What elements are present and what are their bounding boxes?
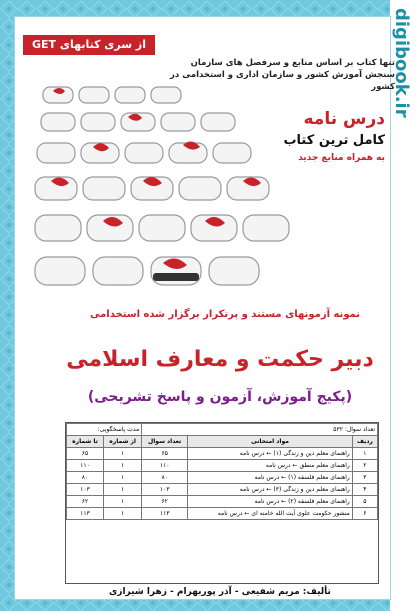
table-row: ۴ راهنمای معلم دین و زندگی (۳) ← درس نامه ۱۰۳ ۱ ۱۰۳ bbox=[67, 484, 378, 496]
total-questions: تعداد سوال: ۵۳۲ bbox=[142, 424, 378, 436]
title-sub: کامل ترین کتاب bbox=[283, 133, 385, 148]
header-subject: مواد امتحانی bbox=[188, 436, 353, 448]
exam-table bbox=[65, 422, 379, 584]
series-badge: از سری کتابهای GET bbox=[23, 35, 155, 55]
authors: تألیف: مریم شفیعی - آذر پوربهرام - زهرا شیرازی bbox=[109, 587, 331, 597]
egg-carton-illustration bbox=[33, 77, 293, 317]
intro-text: تنها کتاب بر اساس منابع و سرفصل های سازمان سنجش آموزش کشور و سازمان اداری و استخدامی در کشور bbox=[170, 58, 395, 92]
title-note: به همراه منابع جدید bbox=[298, 153, 385, 163]
table-row: ۳ راهنمای معلم فلسفه (۱) ← درس نامه ۸۰ ۱ ۸۰ bbox=[67, 472, 378, 484]
site-logo: digibook.ir bbox=[391, 8, 412, 118]
header-from: از شماره bbox=[104, 436, 142, 448]
header-count: تعداد سوال bbox=[142, 436, 188, 448]
table-row: ۲ راهنمای معلم منطق ← درس نامه ۱۱۰ ۱ ۱۱۰ bbox=[67, 460, 378, 472]
answer-time: مدت پاسخگویی: bbox=[67, 424, 142, 436]
table-row: ۵ راهنمای معلم فلسفه (۲) ← درس نامه ۶۲ ۱ ۶۲ bbox=[67, 496, 378, 508]
table-row: ۱ راهنمای معلم دین و زندگی (۱) ← درس نامه ۶۵ ۱ ۶۵ bbox=[67, 448, 378, 460]
title-main: درس نامه bbox=[303, 109, 385, 129]
tag-line: نمونه آزمونهای مستند و پرتکرار برگزار شده استخدامی bbox=[89, 309, 361, 320]
header-to: تا شماره bbox=[67, 436, 104, 448]
book-title: دبیر حکمت و معارف اسلامی bbox=[66, 347, 374, 372]
cover-panel bbox=[14, 16, 395, 600]
header-row-num: ردیف bbox=[352, 436, 377, 448]
table-row: ۶ منشور حکومت علوی آیت الله خامنه ای ← درس نامه ۱۱۳ ۱ ۱۱۳ bbox=[67, 508, 378, 520]
book-subtitle: (پکیج آموزش، آزمون و پاسخ تشریحی) bbox=[87, 389, 353, 405]
